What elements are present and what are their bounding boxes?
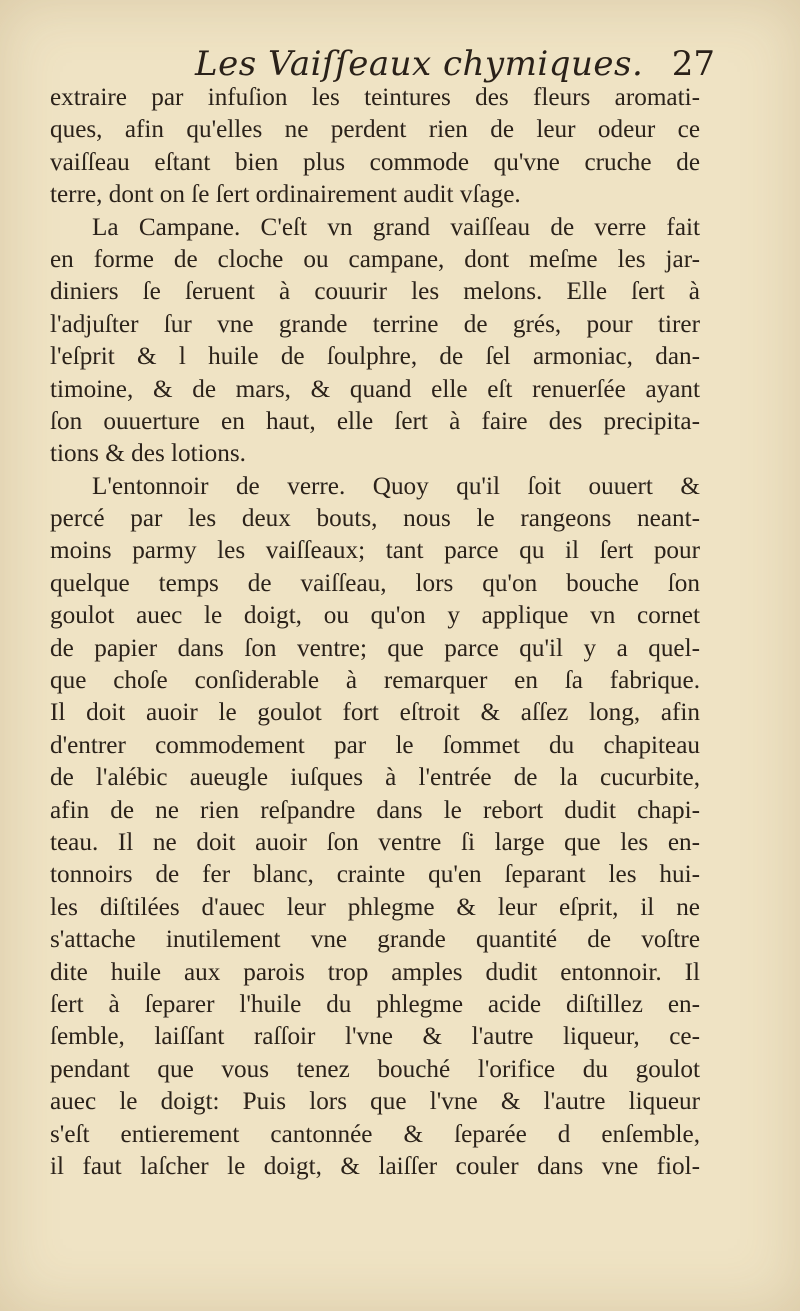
page-number: 27: [671, 44, 715, 84]
text-line: s'attache inutilement vne grande quantité de voſtre: [50, 926, 700, 954]
text-line: afin de ne rien reſpandre dans le rebort dudit chapi-: [50, 796, 700, 824]
running-title: Les Vaiſſeaux chymiques.: [195, 44, 644, 84]
text-line: de l'alébic aueugle iuſques à l'entrée de la cucurbite,: [50, 764, 700, 792]
text-line: en forme de cloche ou campane, dont meſme les jar-: [50, 245, 700, 273]
text-line: terre, dont on ſe ſert ordinairement audit vſage.: [50, 181, 521, 209]
text-line: ſemble, laiſſant raſſoir l'vne & l'autre liqueur, ce-: [50, 1023, 700, 1051]
body-text: [50, 82, 700, 1183]
text-line: ſert à ſeparer l'huile du phlegme acide diſtillez en-: [50, 990, 700, 1018]
text-line: l'adjuſter ſur vne grande terrine de grés, pour tirer: [50, 310, 700, 338]
text-line: l'eſprit & l huile de ſoulphre, de ſel armoniac, dan-: [50, 343, 700, 371]
text-line: les diſtilées d'auec leur phlegme & leur eſprit, il ne: [50, 893, 700, 921]
text-line: goulot auec le doigt, ou qu'on y applique vn cornet: [50, 602, 700, 630]
text-line: teau. Il ne doit auoir ſon ventre ſi large que les en-: [50, 828, 700, 856]
text-line: tonnoirs de fer blanc, crainte qu'en ſeparant les hui-: [50, 861, 700, 889]
text-line: s'eſt entierement cantonnée & ſeparée d enſemble,: [50, 1120, 700, 1148]
text-line: quelque temps de vaiſſeau, lors qu'on bouche ſon: [50, 569, 700, 597]
text-line: ſon ouuerture en haut, elle ſert à faire des precipita-: [50, 407, 700, 435]
text-line: auec le doigt: Puis lors que l'vne & l'autre liqueur: [50, 1088, 700, 1116]
text-line: ques, afin qu'elles ne perdent rien de leur odeur ce: [50, 116, 700, 144]
text-line: diniers ſe ſeruent à couurir les melons. Elle ſert à: [50, 278, 700, 306]
text-line: d'entrer commodement par le ſommet du chapiteau: [50, 731, 700, 759]
text-line: timoine, & de mars, & quand elle eſt renuerſée ayant: [50, 375, 700, 403]
text-line: tions & des lotions.: [50, 440, 246, 468]
text-line: percé par les deux bouts, nous le rangeons neant-: [50, 505, 700, 533]
text-line: de papier dans ſon ventre; que parce qu'il y a quel-: [50, 634, 700, 662]
text-line: vaiſſeau eſtant bien plus commode qu'vne cruche de: [50, 148, 700, 176]
text-line: dite huile aux parois trop amples dudit entonnoir. Il: [50, 958, 700, 986]
text-line: Il doit auoir le goulot fort eſtroit & aſſez long, afin: [50, 699, 700, 727]
text-line: L'entonnoir de verre. Quoy qu'il ſoit ouuert &: [92, 472, 700, 500]
text-line: moins parmy les vaiſſeaux; tant parce qu il ſert pour: [50, 537, 700, 565]
text-line: pendant que vous tenez bouché l'orifice du goulot: [50, 1055, 700, 1083]
text-line: extraire par infuſion les teintures des fleurs aromati-: [50, 84, 700, 111]
text-line: que choſe conſiderable à remarquer en ſa fabrique.: [50, 667, 700, 695]
text-line: il faut laſcher le doigt, & laiſſer couler dans vne fiol-: [50, 1152, 700, 1180]
text-line: La Campane. C'eſt vn grand vaiſſeau de verre fait: [92, 213, 700, 241]
